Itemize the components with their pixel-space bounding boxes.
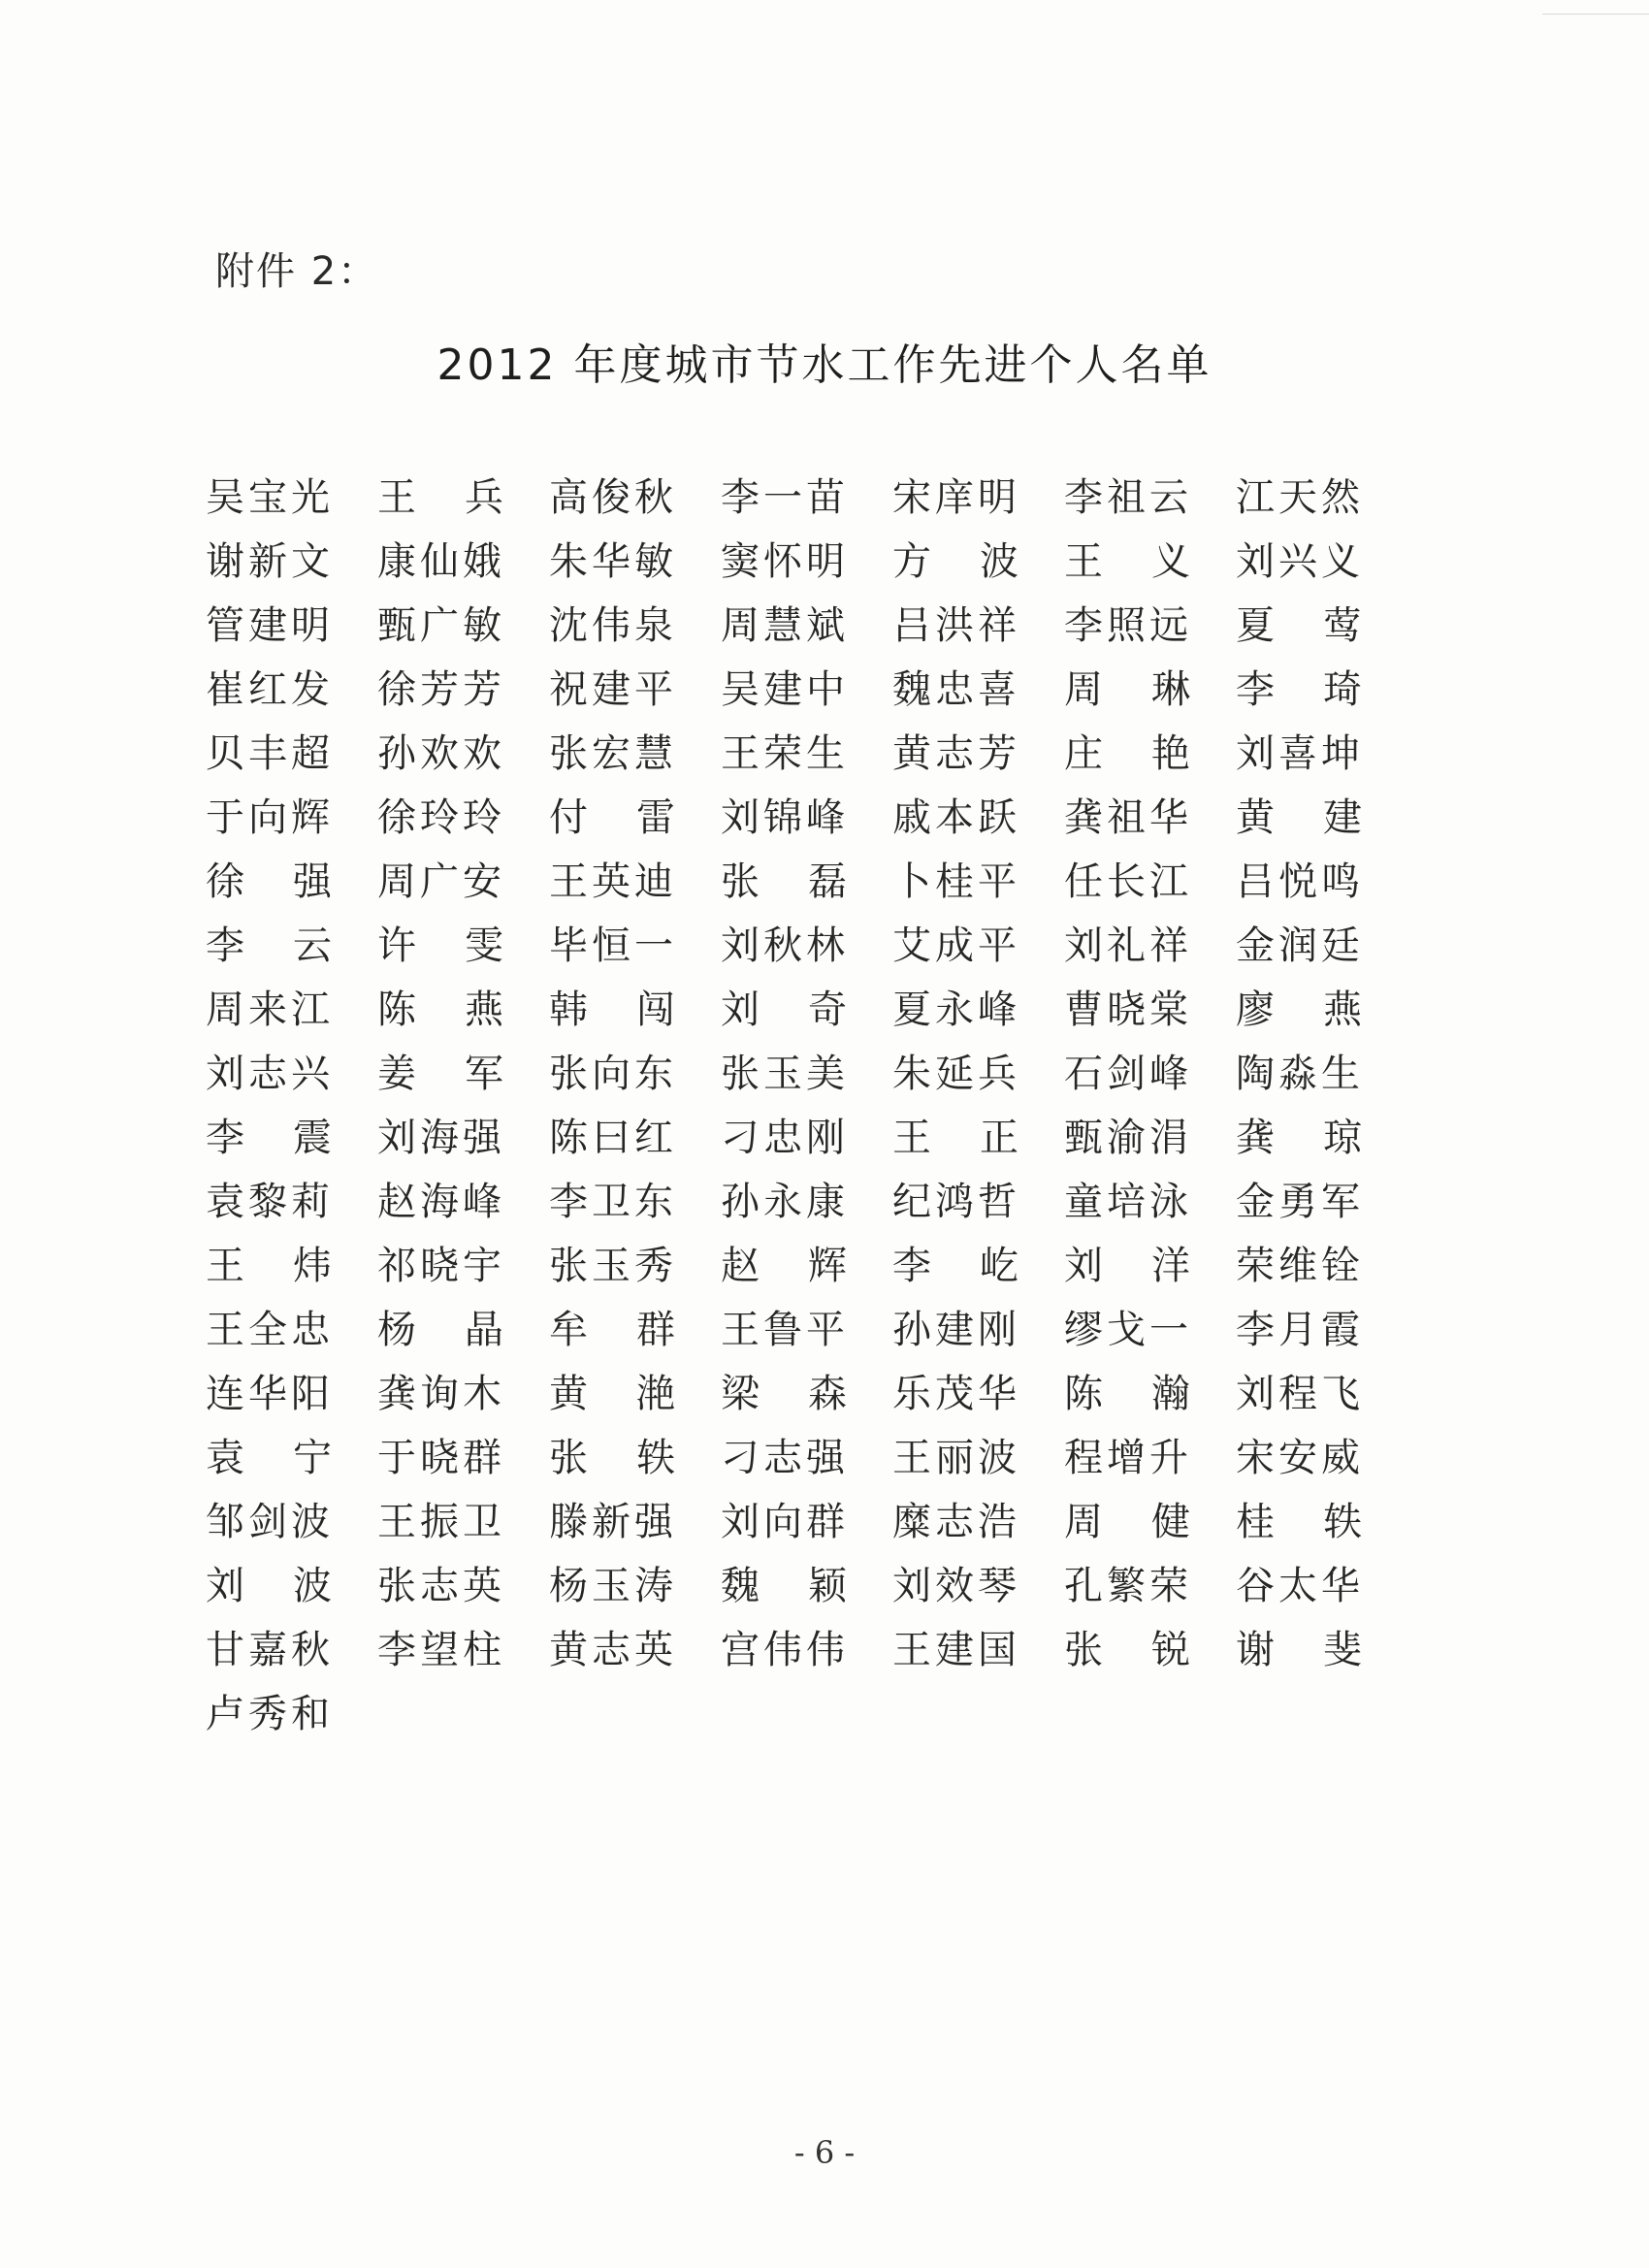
name-entry: 刘锦峰 — [721, 795, 849, 840]
name-entry: 吴宝光 — [206, 475, 334, 520]
name-entry: 张宏慧 — [549, 731, 677, 776]
name-entry: 沈伟泉 — [549, 603, 677, 648]
name-entry: 石剑峰 — [1064, 1052, 1192, 1096]
name-entry: 刘 洋 — [1064, 1244, 1190, 1288]
name-entry: 王全忠 — [206, 1308, 334, 1352]
page-number: - 6 - — [793, 2134, 856, 2171]
name-entry: 江天然 — [1236, 475, 1364, 520]
name-entry: 杨 晶 — [377, 1308, 503, 1352]
name-entry: 方 波 — [892, 539, 1018, 584]
name-entry: 曹晓棠 — [1064, 988, 1192, 1032]
scan-edge-mark — [1542, 0, 1649, 15]
name-entry: 刘兴义 — [1236, 539, 1364, 584]
name-entry: 夏永峰 — [892, 988, 1020, 1032]
name-entry: 连华阳 — [206, 1372, 334, 1416]
name-entry: 牟 群 — [549, 1308, 675, 1352]
name-entry: 童培泳 — [1064, 1180, 1192, 1224]
name-entry: 孙欢欢 — [377, 731, 505, 776]
name-entry: 张玉美 — [721, 1052, 849, 1096]
name-entry: 魏忠喜 — [892, 667, 1020, 712]
name-entry: 张玉秀 — [549, 1244, 677, 1288]
names-list — [206, 466, 1370, 1746]
name-entry: 李 屹 — [892, 1244, 1018, 1288]
name-entry: 戚本跃 — [892, 795, 1020, 840]
name-entry: 徐玲玲 — [377, 795, 505, 840]
name-entry: 李 震 — [206, 1116, 332, 1160]
name-entry: 龚 琼 — [1236, 1116, 1362, 1160]
name-entry: 庄 艳 — [1064, 731, 1190, 776]
name-entry: 梁 森 — [721, 1372, 847, 1416]
name-entry: 于晓群 — [377, 1436, 505, 1480]
name-entry: 周慧斌 — [721, 603, 849, 648]
name-entry: 祁晓宇 — [377, 1244, 505, 1288]
name-entry: 黄 建 — [1236, 795, 1362, 840]
name-entry: 袁黎莉 — [206, 1180, 334, 1224]
name-entry: 刘志兴 — [206, 1052, 334, 1096]
name-entry: 张 锐 — [1064, 1628, 1190, 1672]
name-entry: 王鲁平 — [721, 1308, 849, 1352]
name-entry: 乐茂华 — [892, 1372, 1020, 1416]
name-entry: 周 琳 — [1064, 667, 1190, 712]
name-entry: 荣维铨 — [1236, 1244, 1364, 1288]
name-entry: 毕恒一 — [549, 923, 677, 968]
name-entry: 孔繁荣 — [1064, 1564, 1192, 1608]
name-entry: 谢新文 — [206, 539, 334, 584]
name-entry: 于向辉 — [206, 795, 334, 840]
name-entry: 纪鸿哲 — [892, 1180, 1020, 1224]
name-entry: 吕悦鸣 — [1236, 859, 1364, 904]
name-entry: 周 健 — [1064, 1500, 1190, 1544]
name-entry: 周广安 — [377, 859, 505, 904]
name-entry: 刁志强 — [721, 1436, 849, 1480]
name-entry: 王振卫 — [377, 1500, 505, 1544]
name-entry: 邹剑波 — [206, 1500, 334, 1544]
document-title: 2012 年度城市节水工作先进个人名单 — [436, 340, 1212, 390]
name-entry: 李照远 — [1064, 603, 1192, 648]
name-entry: 陈曰红 — [549, 1116, 677, 1160]
name-entry: 王 正 — [892, 1116, 1018, 1160]
name-entry: 崔红发 — [206, 667, 334, 712]
name-entry: 陈 燕 — [377, 988, 503, 1032]
name-entry: 刘喜坤 — [1236, 731, 1364, 776]
name-entry: 宋庠明 — [892, 475, 1020, 520]
name-entry: 卜桂平 — [892, 859, 1020, 904]
name-entry: 王丽波 — [892, 1436, 1020, 1480]
name-entry: 康仙娥 — [377, 539, 505, 584]
name-entry: 刘海强 — [377, 1116, 505, 1160]
name-entry: 朱华敏 — [549, 539, 677, 584]
name-entry: 许 雯 — [377, 923, 503, 968]
name-entry: 姜 军 — [377, 1052, 503, 1096]
name-entry: 赵海峰 — [377, 1180, 505, 1224]
name-entry: 窦怀明 — [721, 539, 849, 584]
name-entry: 徐 强 — [206, 859, 332, 904]
name-entry: 管建明 — [206, 603, 334, 648]
name-entry: 刘程飞 — [1236, 1372, 1364, 1416]
name-entry: 李一苗 — [721, 475, 849, 520]
name-entry: 刘 奇 — [721, 988, 847, 1032]
name-entry: 贝丰超 — [206, 731, 334, 776]
name-entry: 黄 滟 — [549, 1372, 675, 1416]
name-entry: 李卫东 — [549, 1180, 677, 1224]
name-entry: 付 雷 — [549, 795, 675, 840]
name-entry: 夏 莺 — [1236, 603, 1362, 648]
attachment-label: 附件 2： — [215, 249, 379, 294]
name-entry: 廖 燕 — [1236, 988, 1362, 1032]
name-entry: 王荣生 — [721, 731, 849, 776]
name-entry: 王建国 — [892, 1628, 1020, 1672]
name-entry: 孙永康 — [721, 1180, 849, 1224]
name-entry: 刘秋林 — [721, 923, 849, 968]
name-entry: 陈 瀚 — [1064, 1372, 1190, 1416]
name-entry: 陶淼生 — [1236, 1052, 1364, 1096]
name-entry: 王 炜 — [206, 1244, 332, 1288]
name-entry: 黄志芳 — [892, 731, 1020, 776]
name-entry: 程增升 — [1064, 1436, 1192, 1480]
name-entry: 吕洪祥 — [892, 603, 1020, 648]
name-entry: 金勇军 — [1236, 1180, 1364, 1224]
name-entry: 甘嘉秋 — [206, 1628, 334, 1672]
name-entry: 李 云 — [206, 923, 332, 968]
name-entry: 龚询木 — [377, 1372, 505, 1416]
name-entry: 杨玉涛 — [549, 1564, 677, 1608]
name-entry: 李月霞 — [1236, 1308, 1364, 1352]
name-entry: 谷太华 — [1236, 1564, 1364, 1608]
name-entry: 高俊秋 — [549, 475, 677, 520]
name-entry: 王 兵 — [377, 475, 503, 520]
name-entry: 谢 斐 — [1236, 1628, 1362, 1672]
name-entry: 刁忠刚 — [721, 1116, 849, 1160]
name-entry: 桂 轶 — [1236, 1500, 1362, 1544]
name-entry: 滕新强 — [549, 1500, 677, 1544]
name-entry: 王英迪 — [549, 859, 677, 904]
name-entry: 朱延兵 — [892, 1052, 1020, 1096]
name-entry: 刘礼祥 — [1064, 923, 1192, 968]
name-entry: 龚祖华 — [1064, 795, 1192, 840]
name-entry: 李祖云 — [1064, 475, 1192, 520]
name-entry: 王 义 — [1064, 539, 1190, 584]
name-entry: 甄广敏 — [377, 603, 505, 648]
name-entry: 刘向群 — [721, 1500, 849, 1544]
name-entry: 卢秀和 — [206, 1692, 334, 1736]
name-entry: 周来江 — [206, 988, 334, 1032]
name-entry: 宫伟伟 — [721, 1628, 849, 1672]
name-entry: 金润廷 — [1236, 923, 1364, 968]
name-entry: 李 琦 — [1236, 667, 1362, 712]
name-entry: 刘效琴 — [892, 1564, 1020, 1608]
name-entry: 刘 波 — [206, 1564, 332, 1608]
name-entry: 吴建中 — [721, 667, 849, 712]
name-entry: 李望柱 — [377, 1628, 505, 1672]
name-entry: 张 轶 — [549, 1436, 675, 1480]
name-entry: 张向东 — [549, 1052, 677, 1096]
name-entry: 徐芳芳 — [377, 667, 505, 712]
name-entry: 袁 宁 — [206, 1436, 332, 1480]
name-entry: 任长江 — [1064, 859, 1192, 904]
name-entry: 宋安威 — [1236, 1436, 1364, 1480]
name-entry: 甄渝涓 — [1064, 1116, 1192, 1160]
name-entry: 赵 辉 — [721, 1244, 847, 1288]
name-entry: 韩 闯 — [549, 988, 675, 1032]
name-entry: 张 磊 — [721, 859, 847, 904]
name-entry: 缪戈一 — [1064, 1308, 1192, 1352]
name-entry: 孙建刚 — [892, 1308, 1020, 1352]
name-entry: 魏 颖 — [721, 1564, 847, 1608]
name-entry: 祝建平 — [549, 667, 677, 712]
name-entry: 黄志英 — [549, 1628, 677, 1672]
name-entry: 艾成平 — [892, 923, 1020, 968]
name-entry: 糜志浩 — [892, 1500, 1020, 1544]
name-entry: 张志英 — [377, 1564, 505, 1608]
